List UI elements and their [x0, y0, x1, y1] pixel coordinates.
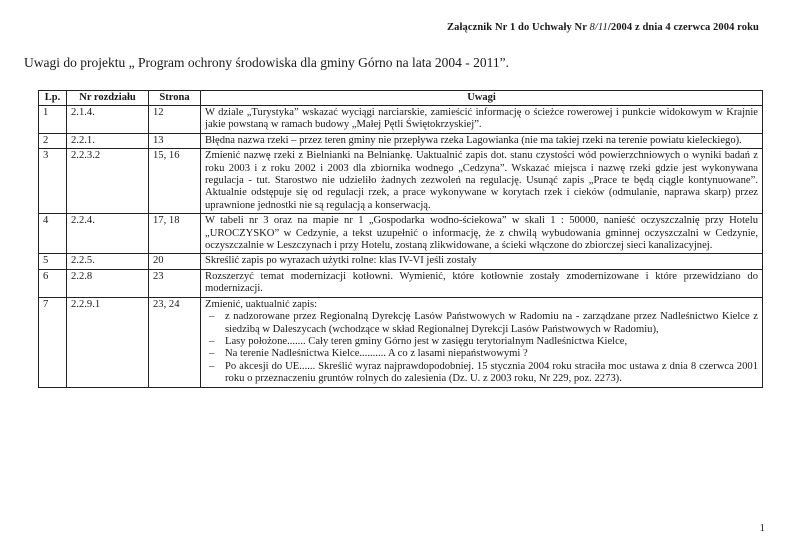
list-item: – Lasy położone....... Cały teren gminy Górno jest w zasięgu terytorialnym Nadleśnictwa Kielce, — [209, 336, 758, 348]
cell-page: 12 — [149, 106, 201, 134]
header-page: Strona — [149, 91, 201, 106]
header-lp: Lp. — [39, 91, 67, 106]
cell-lp: 6 — [39, 269, 67, 297]
cell-remarks: Błędna nazwa rzeki – przez teren gminy nie przepływa rzeka Lagowianka (nie ma takiej rzeki na terenie powiatu kieleckiego). — [201, 133, 763, 148]
table-row — [39, 297, 763, 387]
document-title: Uwagi do projektu „ Program ochrony środowiska dla gminy Górno na lata 2004 - 2011”. — [24, 55, 510, 70]
cell-page: 20 — [149, 254, 201, 269]
header-chapter: Nr rozdziału — [67, 91, 149, 106]
cell-chapter: 2.2.4. — [67, 214, 149, 254]
cell-page: 23, 24 — [149, 297, 201, 387]
cell-lp: 4 — [39, 214, 67, 254]
cell-page: 15, 16 — [149, 149, 201, 214]
cell-remarks: Rozszerzyć temat modernizacji kotłowni. Wymienić, które kotłownie zostały zmodernizowane i które przewidziano do modernizacji. — [201, 269, 763, 297]
cell-chapter: 2.2.1. — [67, 133, 149, 148]
header-remarks: Uwagi — [201, 91, 763, 106]
cell-chapter: 2.2.5. — [67, 254, 149, 269]
table-row — [39, 149, 763, 214]
cell-lp: 2 — [39, 133, 67, 148]
list-item: – z nadzorowane przez Regionalną Dyrekcję Lasów Państwowych w Radomiu na - zarządzane przez Nadleśnictwo Kielce z siedzibą w Daleszycach (wchodzące w skład Regionalnej Dyrekcji Lasów Państwowych w Radomiu), — [209, 311, 758, 336]
cell-page: 17, 18 — [149, 214, 201, 254]
cell-chapter: 2.1.4. — [67, 106, 149, 134]
cell-lp: 7 — [39, 297, 67, 387]
table-row — [39, 133, 763, 148]
cell-remarks: Zmienić nazwę rzeki z Bielnianki na Belniankę. Uaktualnić zapis dot. stanu czystości wód powierzchniowych o wyniki badań z roku 2003 i z roku 2002 i 2003 dla zbiornika wodnego „Cedzyna”. Wskazać miejsca i nazwę rzeki gdzie jest wykonywana regulacja - tut. Starostwo nie udzieliło żadnych zezwoleń na regulację. Usunąć zapis „Prace te będą ciągle kontynuowane”. Aktualnie odstępuje się od regulacji rzek, a prace wykonywane w korytach rzek i cieków (odmulanie, naprawa skarp) przez uprawnione jednostki nie są regulacją a konserwacją. — [201, 149, 763, 214]
remarks-intro: Zmienić, uaktualnić zapis: — [205, 298, 318, 310]
cell-remarks: Skreślić zapis po wyrazach użytki rolne: klas IV-VI jeśli zostały — [201, 254, 763, 269]
cell-lp: 1 — [39, 106, 67, 134]
cell-chapter: 2.2.8 — [67, 269, 149, 297]
table-row — [39, 269, 763, 297]
page-number: 1 — [759, 522, 765, 534]
cell-remarks — [201, 297, 763, 387]
cell-chapter: 2.2.3.2 — [67, 149, 149, 214]
table-row — [39, 106, 763, 134]
table-header-row — [39, 91, 763, 106]
handwritten-resolution-number: 8/11 — [589, 22, 608, 33]
cell-page: 23 — [149, 269, 201, 297]
list-item: – Po akcesji do UE...... Skreślić wyraz najprawdopodobniej. 15 stycznia 2004 roku straciła moc ustawa z dnia 8 czerwca 2001 roku o przeznaczeniu gruntów rolnych do zalesienia (Dz. U. z 2003 roku, Nr 229, poz. 2273). — [209, 361, 758, 386]
cell-page: 13 — [149, 133, 201, 148]
list-item: – Na terenie Nadleśnictwa Kielce.......... A co z lasami niepaństwowymi ? — [209, 348, 758, 360]
table-row — [39, 254, 763, 269]
header-suffix: /2004 z dnia 4 czerwca 2004 roku — [607, 22, 759, 33]
remarks-table — [38, 90, 763, 388]
cell-chapter: 2.2.9.1 — [67, 297, 149, 387]
cell-remarks: W dziale „Turystyka” wskazać wyciągi narciarskie, zamieścić informację o ścieżce rowerowej i punkcie widokowym w Krajnie jakie powstaną w ramach budowy „Małej Pętli Świętokrzyskiej”. — [201, 106, 763, 134]
cell-lp: 5 — [39, 254, 67, 269]
table-row — [39, 214, 763, 254]
attachment-header — [447, 22, 759, 33]
remarks-list — [205, 311, 758, 385]
header-prefix: Załącznik Nr 1 do Uchwały Nr — [447, 22, 587, 33]
cell-lp: 3 — [39, 149, 67, 214]
cell-remarks: W tabeli nr 3 oraz na mapie nr 1 „Gospodarka wodno-ściekowa” w skali 1 : 50000, nanieść oczyszczalnię przy Hotelu „UROCZYSKO” w Cedzynie, a tekst uzupełnić o informację, że z chwilą wybudowania gminnej oczyszczalni w Cedzynie, oczyszczalnie w Leszczynach i przy Hotelu, zostaną zlikwidowane, a ścieki włączone do zbiorczej sieci kanalizacyjnej. — [201, 214, 763, 254]
